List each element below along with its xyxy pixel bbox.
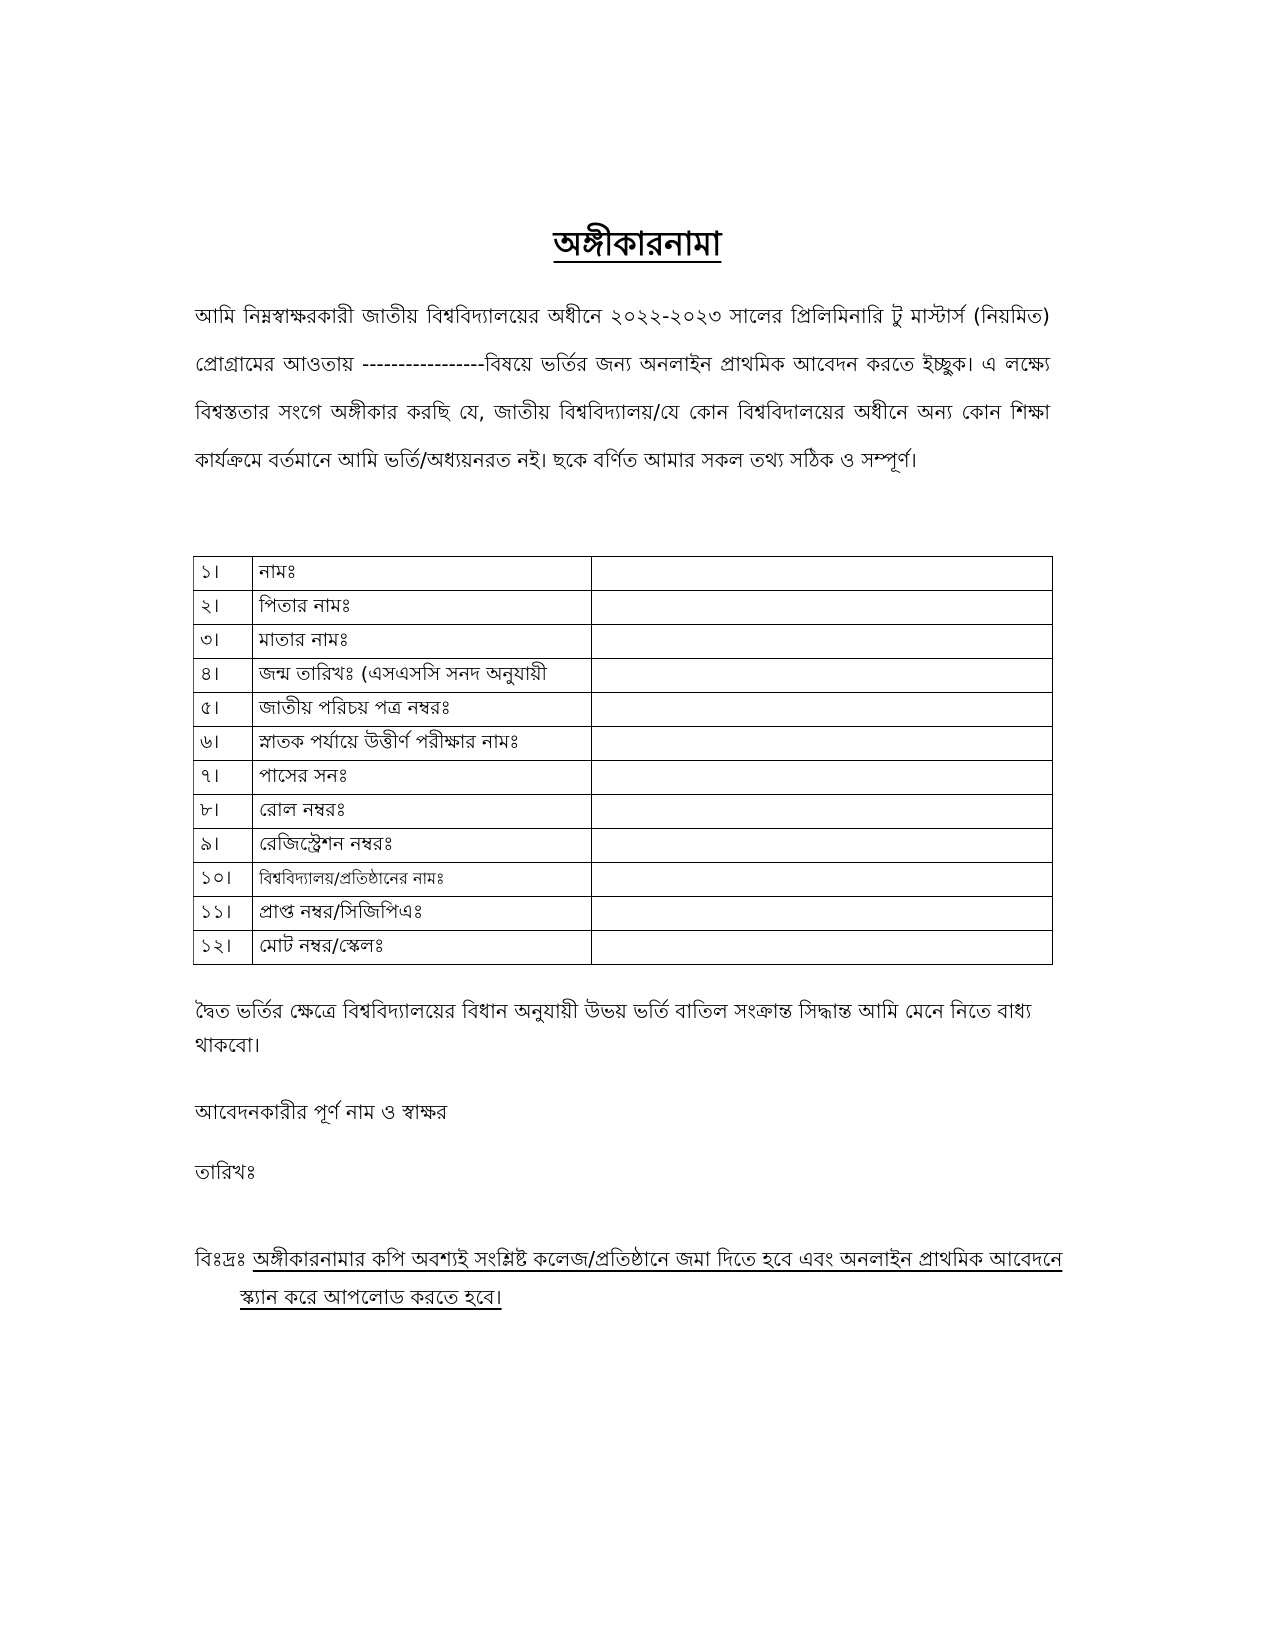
footnote-label: বিঃদ্রঃ (195, 1247, 247, 1271)
row-value-field[interactable] (592, 931, 1053, 965)
row-value-field[interactable] (592, 829, 1053, 863)
table-row (194, 795, 1053, 829)
row-label: পাসের সনঃ (253, 761, 592, 795)
table-row (194, 863, 1053, 897)
row-value-field[interactable] (592, 863, 1053, 897)
row-label: মাতার নামঃ (253, 625, 592, 659)
row-value-field[interactable] (592, 727, 1053, 761)
row-number: ৪। (194, 659, 253, 693)
row-number: ১। (194, 557, 253, 591)
footnote-text-line1: অঙ্গীকারনামার কপি অবশ্যই সংশ্লিষ্ট কলেজ/প্রতিষ্ঠানে জমা দিতে হবে এবং অনলাইন প্রাথমিক আবেদনে (252, 1247, 1063, 1271)
row-label: বিশ্ববিদ্যালয়/প্রতিষ্ঠানের নামঃ (253, 863, 592, 897)
table-row (194, 591, 1053, 625)
document-title: অঙ্গীকারনামা (553, 224, 722, 263)
row-number: ৭। (194, 761, 253, 795)
row-label: পিতার নামঃ (253, 591, 592, 625)
row-value-field[interactable] (592, 897, 1053, 931)
row-value-field[interactable] (592, 591, 1053, 625)
row-number: ১০। (194, 863, 253, 897)
row-number: ১১। (194, 897, 253, 931)
footnote (195, 1240, 1065, 1316)
row-number: ৬। (194, 727, 253, 761)
date-label: তারিখঃ (195, 1160, 257, 1184)
table-row (194, 557, 1053, 591)
row-label: রেজিস্ট্রেশন নম্বরঃ (253, 829, 592, 863)
row-number: ৮। (194, 795, 253, 829)
table-row (194, 897, 1053, 931)
applicant-info-table (193, 556, 1053, 965)
row-label: রোল নম্বরঃ (253, 795, 592, 829)
row-value-field[interactable] (592, 693, 1053, 727)
row-number: ১২। (194, 931, 253, 965)
table-row (194, 727, 1053, 761)
table-row (194, 761, 1053, 795)
row-label: নামঃ (253, 557, 592, 591)
row-label: জন্ম তারিখঃ (এসএসসি সনদ অনুযায়ী (253, 659, 592, 693)
row-label: জাতীয় পরিচয় পত্র নম্বরঃ (253, 693, 592, 727)
row-number: ৫। (194, 693, 253, 727)
signature-label: আবেদনকারীর পূর্ণ নাম ও স্বাক্ষর (195, 1100, 448, 1124)
row-label: মোট নম্বর/স্কেলঃ (253, 931, 592, 965)
row-value-field[interactable] (592, 795, 1053, 829)
row-number: ৯। (194, 829, 253, 863)
row-value-field[interactable] (592, 761, 1053, 795)
table-row (194, 625, 1053, 659)
table-row (194, 829, 1053, 863)
table-row (194, 659, 1053, 693)
row-label: প্রাপ্ত নম্বর/সিজিপিএঃ (253, 897, 592, 931)
table-row (194, 931, 1053, 965)
declaration-paragraph: আমি নিম্নস্বাক্ষরকারী জাতীয় বিশ্ববিদ্যালয়ের অধীনে ২০২২-২০২৩ সালের প্রিলিমিনারি টু মাস্টার্স (নিয়মিত) প্রোগ্রামের আওতায় -----------------বিষয়ে ভর্তির জন্য অনলাইন প্রাথমিক আবেদন করতে ইচ্ছুক। এ লক্ষ্যে বিশ্বস্ততার সংগে অঙ্গীকার করছি যে, জাতীয় বিশ্ববিদ্যালয়/যে কোন বিশ্ববিদালয়ের অধীনে অন্য কোন শিক্ষা কার্যক্রমে বর্তমানে আমি ভর্তি/অধ্যয়নরত নই। ছকে বর্ণিত আমার সকল তথ্য সঠিক ও সম্পূর্ণ। (195, 304, 1050, 472)
table-row (194, 693, 1053, 727)
row-value-field[interactable] (592, 557, 1053, 591)
row-number: ২। (194, 591, 253, 625)
footnote-text-line2: স্ক্যান করে আপলোড করতে হবে। (240, 1285, 502, 1309)
row-number: ৩। (194, 625, 253, 659)
dual-admission-note: দ্বৈত ভর্তির ক্ষেত্রে বিশ্ববিদ্যালয়ের বিধান অনুযায়ী উভয় ভর্তি বাতিল সংক্রান্ত সিদ্ধান্ত আমি মেনে নিতে বাধ্য থাকবো। (195, 999, 1032, 1057)
row-value-field[interactable] (592, 659, 1053, 693)
row-label: স্নাতক পর্যায়ে উত্তীর্ণ পরীক্ষার নামঃ (253, 727, 592, 761)
row-value-field[interactable] (592, 625, 1053, 659)
